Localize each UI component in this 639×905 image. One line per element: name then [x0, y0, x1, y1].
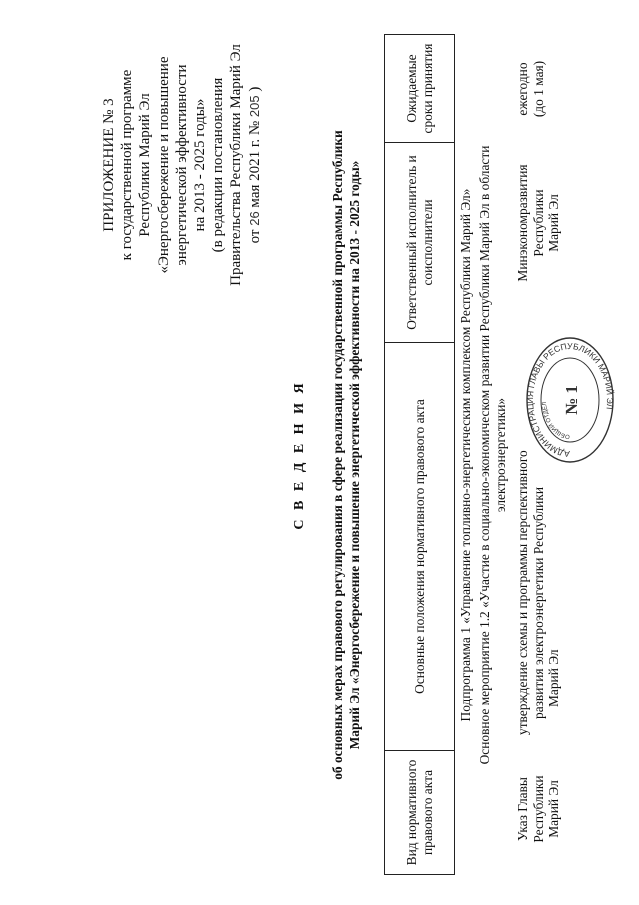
- appendix-line: (в редакции постановления: [210, 77, 227, 253]
- date-prefix: от: [246, 229, 263, 244]
- stamp-number: № 1: [562, 385, 581, 415]
- header-executor: Ответственный исполнитель и соисполнители: [385, 143, 455, 343]
- measure-title-line: электроэнергетики»: [492, 397, 508, 513]
- appendix-line: энергетической эффективности: [173, 64, 190, 266]
- cell-line: Республики: [530, 189, 546, 257]
- appendix-line: ПРИЛОЖЕНИЕ № 3: [101, 98, 117, 232]
- date-close: ): [246, 86, 263, 92]
- date-month: мая: [246, 184, 263, 208]
- document-heading: [292, 35, 363, 875]
- cell-line: Минэкономразвития: [515, 164, 530, 282]
- header-provisions: Основные положения нормативного правового акта: [385, 343, 455, 751]
- subprogram-title: Подпрограмма 1 «Управление топливно-энергетическим комплексом Республики Марий Эл»: [458, 188, 473, 722]
- appendix-block: [100, 25, 264, 305]
- cell-line: ежегодно: [515, 62, 530, 116]
- official-stamp: [525, 335, 615, 465]
- cell-line: развития электроэнергетики Республики: [530, 487, 546, 719]
- header-act-type: Вид нормативного правового акта: [385, 751, 455, 875]
- document-subtitle-line: об основных мерах правового регулирования в сфере реализации государственной программы Республики: [330, 130, 345, 780]
- measure-title: [477, 35, 508, 875]
- document-subtitle-line: Марий Эл «Энергосбережение и повышение энергетической эффективности на 2013 - 2025 годы»: [346, 160, 362, 750]
- appendix-line: к государственной программе: [119, 69, 136, 261]
- appendix-line: «Энергосбережение и повышение: [155, 56, 172, 274]
- cell-executor: [515, 123, 575, 323]
- table-header-row: [385, 35, 455, 875]
- cell-act-type: [515, 747, 575, 871]
- appendix-line: Правительства Республики Марий Эл: [228, 44, 245, 286]
- cell-line: Марий Эл: [546, 194, 561, 252]
- appendix-date-line: [246, 25, 264, 305]
- measures-table-header: [384, 34, 455, 875]
- cell-line: Указ Главы Республики: [515, 775, 546, 843]
- cell-line: утверждение схемы и программы перспективного: [515, 450, 530, 735]
- cell-terms: [515, 35, 575, 143]
- stamp-outer-text: АДМИНИСТРАЦИЯ ГЛАВЫ РЕСПУБЛИКИ МАРИЙ ЭЛ: [525, 340, 615, 460]
- cell-line: (до 1 мая): [530, 60, 546, 118]
- date-number: 205: [246, 95, 262, 118]
- date-year: 2021 г. №: [246, 120, 263, 181]
- measure-title-line: Основное мероприятие 1.2 «Участие в социально-экономическом развитии Республики Марий Эл в области: [477, 145, 492, 765]
- header-terms: Ожидаемые сроки принятия: [385, 35, 455, 143]
- cell-line: Марий Эл: [546, 649, 561, 707]
- appendix-line: Республики Марий Эл: [137, 93, 154, 237]
- date-day: 26: [246, 211, 262, 226]
- document-title: С В Е Д Е Н И Я: [292, 380, 307, 530]
- stamp-inner-text: ОБЩИЙ ОТДЕЛ: [542, 401, 571, 440]
- cell-line: Марий Эл: [546, 780, 561, 838]
- appendix-line: на 2013 - 2025 годы»: [192, 98, 209, 232]
